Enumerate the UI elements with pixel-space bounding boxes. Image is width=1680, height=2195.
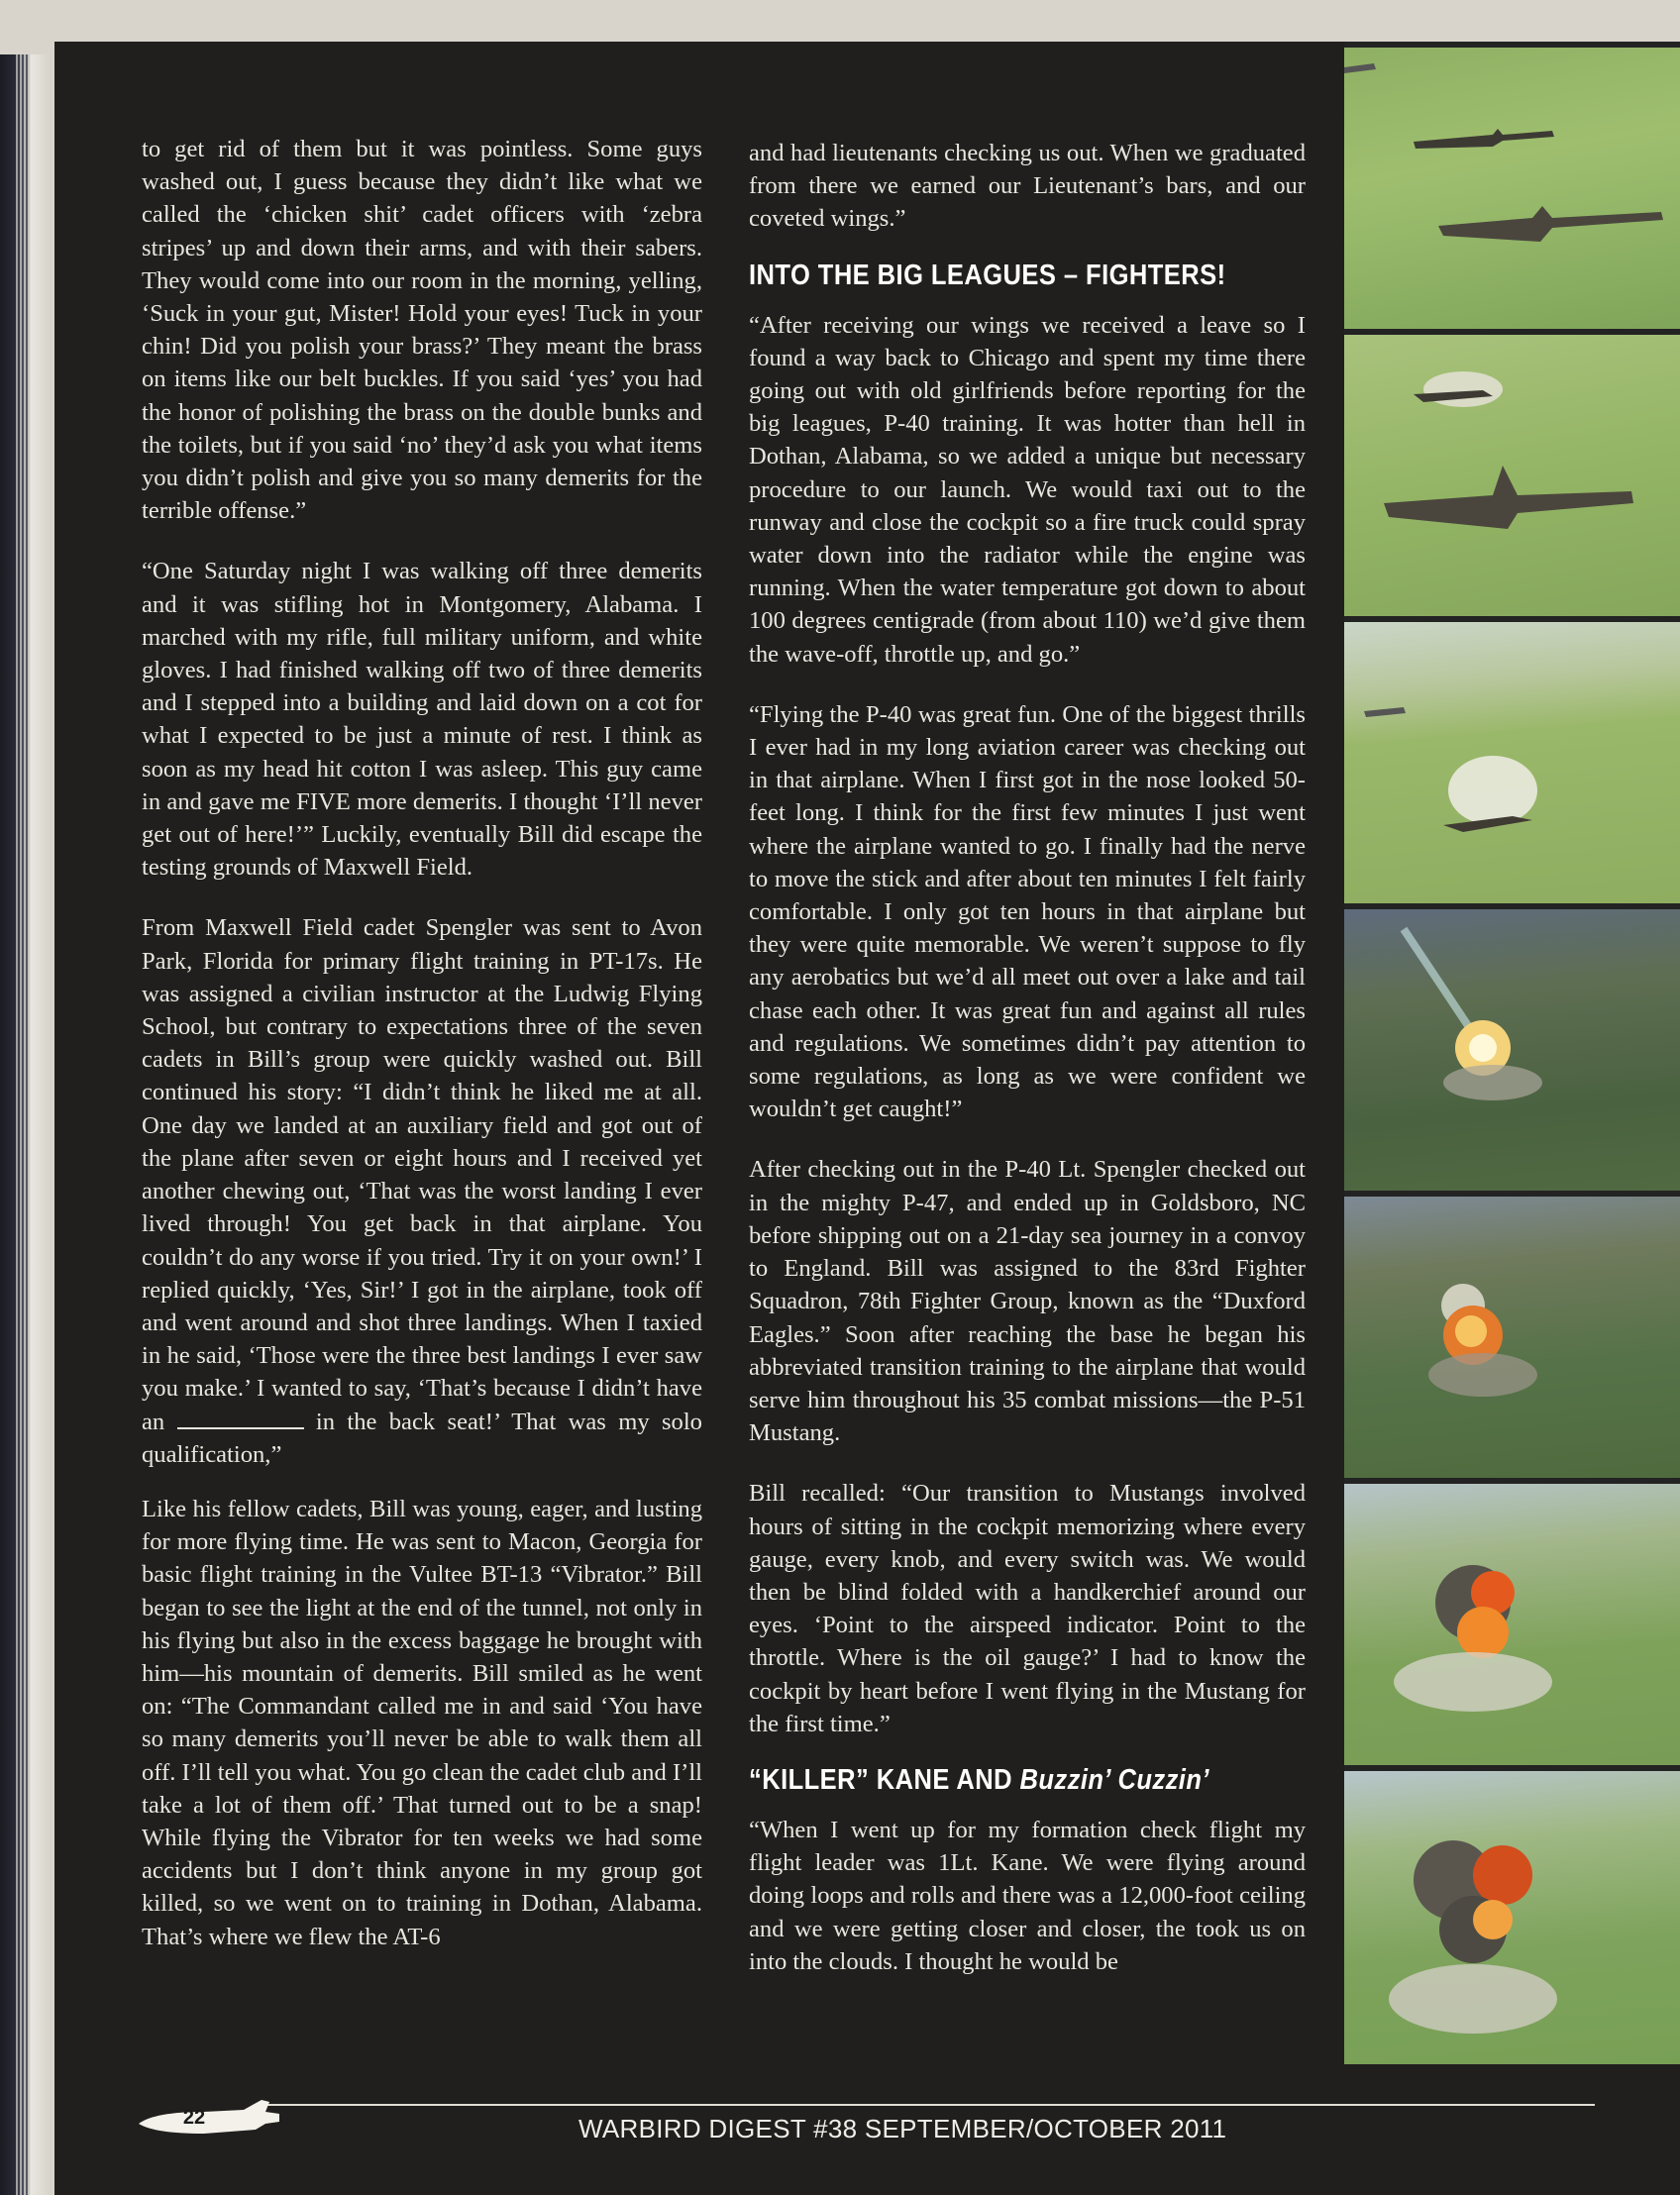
paragraph-formation-check: “When I went up for my formation check flight my flight leader was 1Lt. Kane. We were flying around doing loops and rolls and there was a 12,000-foot ceiling and we were getting closer and closer, the took us on into the clouds. I thought he would be	[749, 1816, 1306, 1975]
paragraph-avon-park	[142, 911, 702, 1470]
paragraph-mustang-transition: Bill recalled: “Our transition to Mustangs involved hours of sitting in the cockpit memorizing where every gauge, every knob, and every switch was. We would then be blind folded with a handkerchief around our eyes. ‘Point to the airspeed indicator. Point to the throttle. Where is the oil gauge?’ I had to know the cockpit by heart before I went flying in the Mustang for the first time.”	[749, 1480, 1306, 1737]
fireball-smoke-icon	[1344, 1484, 1680, 1765]
aircraft-dust-icon	[1344, 622, 1680, 903]
aircraft-landing-icon	[1344, 48, 1680, 329]
paragraph-saturday-night: “One Saturday night I was walking off three demerits and it was stifling hot in Montgomery, Alabama. I marched with my rifle, full military uniform, and white gloves. I had finished walking off two of three demerits and I stepped into a building and laid down on a cot for what I expected to be just a minute of rest. I think as soon as my head hit cotton I was asleep. This guy came in and gave me FIVE more demerits. I thought ‘I’ll never get out of here!’” Luckily, eventually Bill did escape the testing grounds of Maxwell Field.	[142, 558, 702, 882]
aircraft-ground-loop-icon	[1344, 335, 1680, 616]
photo-frame-crash-dust	[1344, 616, 1680, 903]
photo-frame-ground-loop	[1344, 329, 1680, 616]
paragraph-flying-p40: “Flying the P-40 was great fun. One of the biggest thrills I ever had in my long aviation career was checking out in that airplane. When I first got in the nose looked 50-feet long. I think for the first few minutes I just went where the airplane wanted to go. I finally had the nerve to move the stick and after about ten minutes I felt fairly comfortable. I only got ten hours in that airplane but they were quite memorable. We weren’t suppose to fly any aerobatics but we’d all meet out over a lake and tail chase each other. It was great fun and against all rules and regulations. We sometimes didn’t pay attention to some regulations, as long as we were confident we wouldn’t get caught!”	[749, 700, 1306, 1123]
photo-frame-smoke-cloud	[1344, 1765, 1680, 2064]
paragraph-p40-training: “After receiving our wings we received a leave so I found a way back to Chicago and spent my time there going out with old girlfriends before reporting for the big leagues, P-40 training. It was hotter than hell in Dothan, Alabama, so we added a unique but necessary procedure to our launch. We would taxi out to the runway and close the cockpit so a fire truck could spray water down into the radiator while the engine was running. When the water temperature got down to about 100 degrees centigrade (from about 110) we’d give them the wave-off, throttle up, and go.”	[749, 311, 1306, 668]
paragraph-cadet-officers: to get rid of them but it was pointless. Some guys washed out, I guess because they didn’t like what we called the ‘chicken shit’ cadet officers with ‘zebra stripes’ up and down their arms, and with their sabers. They would come into our room in the morning, yelling, ‘Suck in your gut, Mister! Hold your eyes! Tuck in your chin! Did you polish your brass?’ They meant the brass on items like our belt buckles. If you said ‘yes’ you had the honor of polishing the brass on the double bunks and the toilets, but if you said ‘no’ they’d ask you what items you didn’t polish and give you so many demerits for the terrible offense.”	[142, 136, 702, 525]
heading-buzzin-cuzzin: Buzzin’ Cuzzin’	[1019, 1763, 1209, 1796]
fireball-icon	[1344, 1197, 1680, 1478]
photo-frame-explosion	[1344, 903, 1680, 1191]
paragraph-avon-park-text: From Maxwell Field cadet Spengler was sent to Avon Park, Florida for primary flight training in PT-17s. He was assigned a civilian instructor at the Ludwig Flying School, but contrary to expectations three of the seven cadets in Bill’s group were quickly washed out. Bill continued his story: “I didn’t think he liked me at all. One day we landed at an auxiliary field and got out of the plane after seven or eight hours and I received yet another chewing out, ‘That was the worst landing I ever lived through! You get back in that airplane. You couldn’t do any worse if you tried. Try it on your own!’ I replied quickly, ‘Yes, Sir!’ I got in the airplane, took off and went around and shot three landings. When I taxied in he said, ‘Those were the three best landings I ever saw you make.’ I wanted to say, ‘That’s because I didn’t have an	[142, 914, 702, 1435]
page-stack-edge	[16, 54, 30, 2195]
paragraph-graduation: and had lieutenants checking us out. When we graduated from there we earned our Lieutenant’s bars, and our coveted wings.”	[749, 140, 1306, 233]
explosion-flash-icon	[1344, 909, 1680, 1191]
photo-frame-landing	[1344, 42, 1680, 329]
heading-killer-kane	[749, 1762, 1239, 1798]
smoke-cloud-icon	[1344, 1771, 1680, 2064]
photo-frame-fireball	[1344, 1191, 1680, 1478]
paragraph-p47-england: After checking out in the P-40 Lt. Spengler checked out in the mighty P-47, and ended up in Goldsboro, NC before shipping out on a 21-day sea journey in a convoy to England. Bill was assigned to the 83rd Fighter Squadron, 78th Fighter Group, known as the “Duxford Eagles.” Soon after reaching the base he began his abbreviated transition training to the airplane that would serve him throughout his 35 combat missions—the P-51 Mustang.	[749, 1156, 1306, 1447]
paragraph-avon-park-end: in the back seat!’ That was my solo qualification,”	[142, 1408, 702, 1468]
photo-sequence-strip	[1344, 42, 1680, 2058]
footer-publication: WARBIRD DIGEST #38 SEPTEMBER/OCTOBER 2011	[578, 2114, 1227, 2143]
page-number: 22	[182, 2107, 206, 2129]
heading-big-leagues: INTO THE BIG LEAGUES – FIGHTERS!	[749, 259, 1226, 291]
heading-killer-kane-prefix: “KILLER” KANE AND	[749, 1763, 1012, 1796]
paragraph-macon: Like his fellow cadets, Bill was young, eager, and lusting for more flying time. He was sent to Macon, Georgia for basic flight training in the Vultee BT-13 “Vibrator.” Bill began to see the light at the end of the tunnel, not only in his flying but also in the excess baggage he brought with him—his mountain of demerits. Bill smiled as he went on: “The Commandant called me in and said ‘You have so many demerits you’ll never be able to walk them all off. I’ll tell you what. You go clean the cadet club and I’ll take a lot of them off.’ That turned out to be a snap! While flying the Vibrator for ten weeks we had some accidents but I don’t think anyone in my group got killed, so we went on to training in Dothan, Alabama. That’s where we flew the AT-6	[142, 1495, 702, 1950]
photo-frame-fireball-smoke	[1344, 1478, 1680, 1765]
footer-rule	[258, 2104, 1595, 2106]
redacted-blank	[177, 1410, 304, 1429]
right-column	[749, 137, 1306, 2006]
left-column	[142, 133, 702, 1981]
